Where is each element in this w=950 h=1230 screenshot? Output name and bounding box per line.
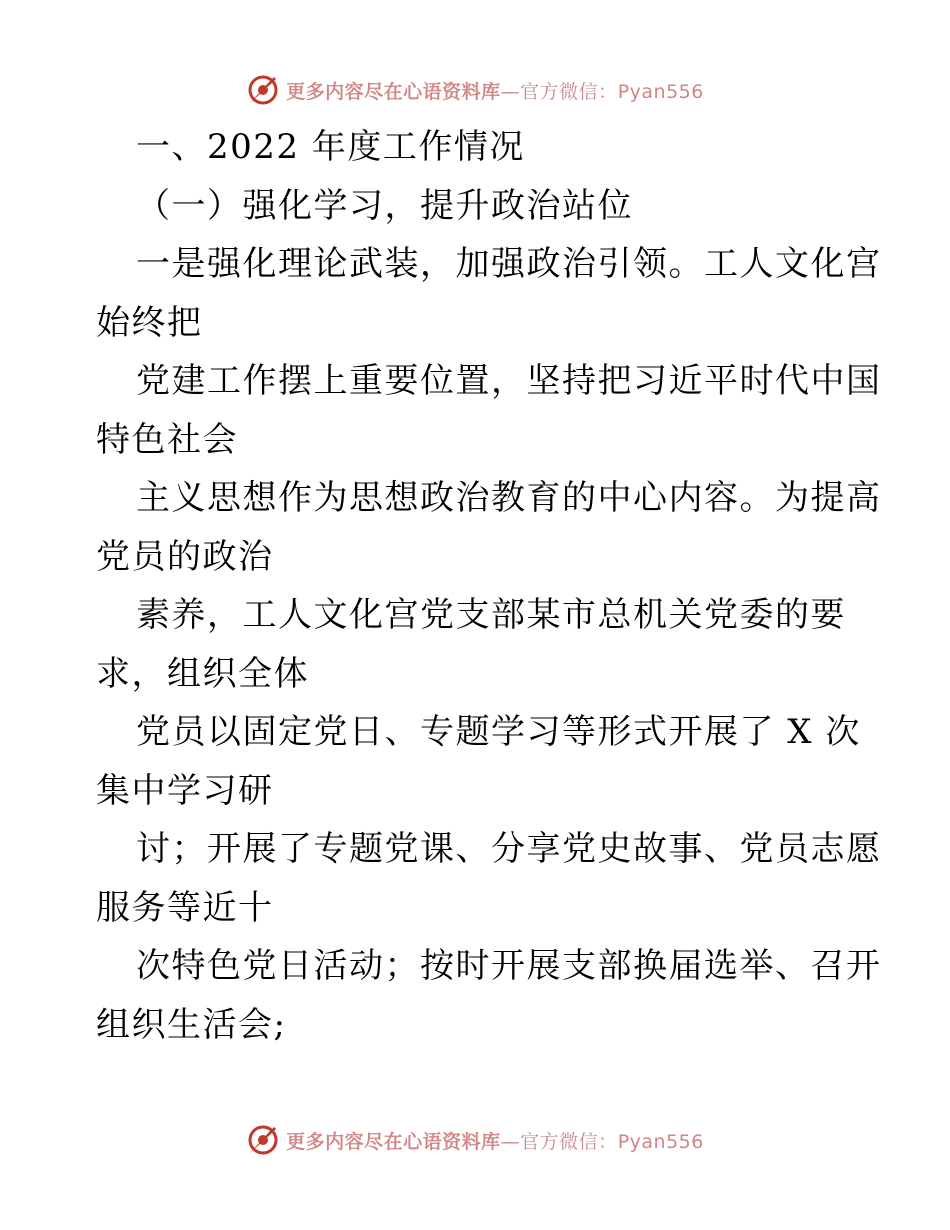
quill-logo-icon [246, 73, 280, 107]
paragraph-line: 讨；开展了专题党课、分享党史故事、党员志愿 [136, 829, 882, 869]
watermark-label: 官方微信： [520, 80, 618, 103]
watermark-text [286, 1127, 704, 1154]
paragraph-line: 特色社会 [96, 419, 238, 460]
watermark-id: Pyan556 [617, 80, 704, 103]
paragraph-line: 次特色党日活动；按时开展支部换届选举、召开 [136, 946, 882, 986]
section-heading: 一、2022 年度工作情况 [136, 127, 525, 167]
paragraph-line: 集中学习研 [96, 770, 274, 811]
watermark-text [286, 77, 704, 104]
watermark-main: 更多内容尽在心语资料库 [286, 1130, 501, 1153]
document-body [96, 118, 882, 1054]
paragraph-line: 党员以固定党日、专题学习等形式开展了 X 次 [136, 712, 861, 752]
quill-logo-icon [246, 1123, 280, 1157]
subsection-heading: （一）强化学习，提升政治站位 [136, 185, 633, 226]
paragraph-line: 党建工作摆上重要位置，坚持把习近平时代中国 [136, 361, 882, 401]
watermark-id: Pyan556 [617, 1130, 704, 1153]
watermark-separator: — [500, 80, 521, 103]
paragraph-line: 始终把 [96, 302, 203, 343]
paragraph-line: 素养，工人文化宫党支部某市总机关党委的要 [136, 595, 846, 635]
watermark-header [0, 70, 950, 110]
paragraph-line: 求，组织全体 [96, 653, 309, 694]
paragraph-line: 一是强化理论武装，加强政治引领。工人文化宫 [136, 244, 882, 284]
watermark-main: 更多内容尽在心语资料库 [286, 80, 501, 103]
watermark-label: 官方微信： [520, 1130, 618, 1153]
watermark-separator: — [500, 1130, 521, 1153]
paragraph-line: 服务等近十 [96, 887, 274, 928]
paragraph-line: 主义思想作为思想政治教育的中心内容。为提高 [136, 478, 882, 518]
watermark-footer [0, 1120, 950, 1160]
paragraph-line: 组织生活会; [96, 1004, 287, 1045]
paragraph-line: 党员的政治 [96, 536, 274, 577]
